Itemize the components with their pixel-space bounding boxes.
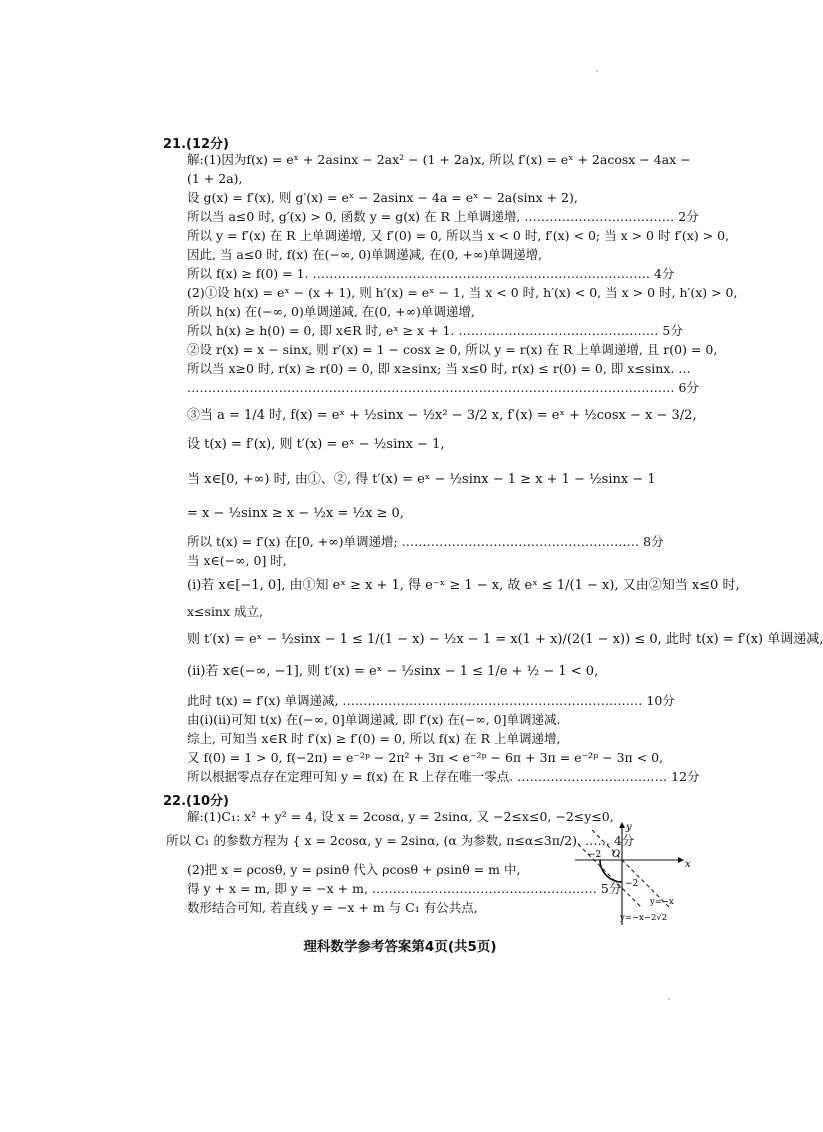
q22-graph xyxy=(570,820,690,930)
q21-line: 当 x∈[0, +∞) 时, 由①、②, 得 t′(x) = eˣ − ½sinx − 1 ≥ x + 1 − ½sinx − 1 xyxy=(187,472,656,487)
q21-line: (ii)若 x∈(−∞, −1], 则 t′(x) = eˣ − ½sinx − 1 ≤ 1/e + ½ − 1 < 0, xyxy=(187,664,599,679)
q21-line: 解:(1)因为f(x) = eˣ + 2asinx − 2ax² − (1 + 2a)x, 所以 f′(x) = eˣ + 2acosx − 4ax − xyxy=(187,152,691,167)
x-axis-label: x xyxy=(685,859,691,870)
q21-line: 因此, 当 a≤0 时, f(x) 在(−∞, 0)单调递减, 在(0, +∞)单调递增, xyxy=(187,247,543,262)
q21-line: (2)①设 h(x) = eˣ − (x + 1), 则 h′(x) = eˣ − 1, 当 x < 0 时, h′(x) < 0, 当 x > 0 时, h′(x) > 0, xyxy=(187,285,738,300)
q21-line: 所以 h(x) 在(−∞, 0)单调递减, 在(0, +∞)单调递增, xyxy=(187,304,475,319)
line1-label: y=−x xyxy=(650,897,674,907)
q21-line: 所以当 x≥0 时, r(x) ≥ r(0) = 0, 即 x≥sinx; 当 x≤0 时, r(x) ≤ r(0) = 0, 即 x≤sinx. … xyxy=(187,361,691,376)
q21-line: 当 x∈(−∞, 0] 时, xyxy=(187,553,287,568)
q21-line: 综上, 可知当 x∈R 时 f′(x) ≥ f′(0) = 0, 所以 f(x) 在 R 上单调递增, xyxy=(187,731,561,746)
tick-label-y: −2 xyxy=(625,879,639,889)
q21-line: 所以 h(x) ≥ h(0) = 0, 即 x∈R 时, eˣ ≥ x + 1. ………………………………………… 5分 xyxy=(187,323,683,338)
q21-line: 所以 y = f′(x) 在 R 上单调递增, 又 f′(0) = 0, 所以当 x < 0 时, f′(x) < 0; 当 x > 0 时 f′(x) > 0, xyxy=(187,228,730,243)
q21-line: (i)若 x∈[−1, 0], 由①知 eˣ ≥ x + 1, 得 e⁻ˣ ≥ 1 − x, 故 eˣ ≤ 1/(1 − x), 又由②知当 x≤0 时, xyxy=(187,578,740,593)
q21-line: 此时 t(x) = f′(x) 单调递减, ……………………………………………………………… 10分 xyxy=(187,693,675,708)
line2-label: y=−x−2√2 xyxy=(620,913,668,923)
q22-line: (2)把 x = ρcosθ, y = ρsinθ 代入 ρcosθ + ρsinθ = m 中, xyxy=(187,862,521,877)
q21-line: x≤sinx 成立, xyxy=(187,604,263,619)
q21-line: 所以 f(x) ≥ f(0) = 1. ……………………………………………………………………… 4分 xyxy=(187,266,675,281)
scan-speck xyxy=(596,70,598,72)
curve-c1 xyxy=(600,860,622,882)
q21-line: ②设 r(x) = x − sinx, 则 r′(x) = 1 − cosx ≥ 0, 所以 y = r(x) 在 R 上单调递增, 且 r(0) = 0, xyxy=(187,342,718,357)
q21-line: 由(i)(ii)可知 t(x) 在(−∞, 0]单调递减, 即 f′(x) 在(−∞, 0]单调递减. xyxy=(187,712,561,727)
x-axis-arrow xyxy=(678,857,684,863)
q21-line: = x − ½sinx ≥ x − ½x = ½x ≥ 0, xyxy=(187,506,404,521)
q21-line: 则 t′(x) = eˣ − ½sinx − 1 ≤ 1/(1 − x) − ½x − 1 = x(1 + x)/(2(1 − x)) ≤ 0, 此时 t(x) = f′(x) 单调递减, xyxy=(187,632,823,647)
q21-line: 所以 t(x) = f′(x) 在[0, +∞)单调递增; ………………………………………………… 8分 xyxy=(187,534,664,549)
tick-label-x: −2 xyxy=(588,850,602,860)
q22-line: 数形结合可知, 若直线 y = −x + m 与 C₁ 有公共点, xyxy=(187,900,478,915)
y-axis-arrow xyxy=(619,822,625,828)
q21-line: 设 g(x) = f′(x), 则 g′(x) = eˣ − 2asinx − 4a = eˣ − 2a(sinx + 2), xyxy=(187,190,578,205)
page-footer: 理科数学参考答案第4页(共5页) xyxy=(303,939,497,955)
q22-line: 得 y + x = m, 即 y = −x + m, ……………………………………………… 5分 xyxy=(187,881,622,896)
scan-speck xyxy=(668,998,670,1000)
y-axis-label: y xyxy=(626,822,632,833)
q22-line: 解:(1)C₁: x² + y² = 4, 设 x = 2cosα, y = 2sinα, 又 −2≤x≤0, −2≤y≤0, xyxy=(187,809,614,824)
q21-line: (1 + 2a), xyxy=(187,171,243,186)
q21-line: 又 f(0) = 1 > 0, f(−2π) = e⁻²ᵖ − 2π² + 3π < e⁻²ᵖ − 6π + 3π = e⁻²ᵖ − 3π < 0, xyxy=(187,750,664,765)
q21-line: 所以根据零点存在定理可知 y = f(x) 在 R 上存在唯一零点. ……………………………… 12分 xyxy=(187,769,700,784)
q21-line: ……………………………………………………………………………………………………… 6分 xyxy=(187,380,699,395)
q22-line: 所以 C₁ 的参数方程为 { x = 2cosα, y = 2sinα, (α 为参数, π≤α≤3π/2). …… 4分 xyxy=(166,833,635,848)
q21-line: 所以当 a≤0 时, g′(x) > 0, 函数 y = g(x) 在 R 上单调递增, ……………………………… 2分 xyxy=(187,209,699,224)
q21-line: 设 t(x) = f′(x), 则 t′(x) = eˣ − ½sinx − 1, xyxy=(187,437,445,452)
q21-title: 21.(12分) xyxy=(163,137,230,152)
q21-line: ③当 a = 1/4 时, f(x) = eˣ + ½sinx − ½x² − 3/2 x, f′(x) = eˣ + ½cosx − x − 3/2, xyxy=(187,408,697,423)
q22-title: 22.(10分) xyxy=(163,794,230,809)
origin-label: O xyxy=(612,849,621,860)
